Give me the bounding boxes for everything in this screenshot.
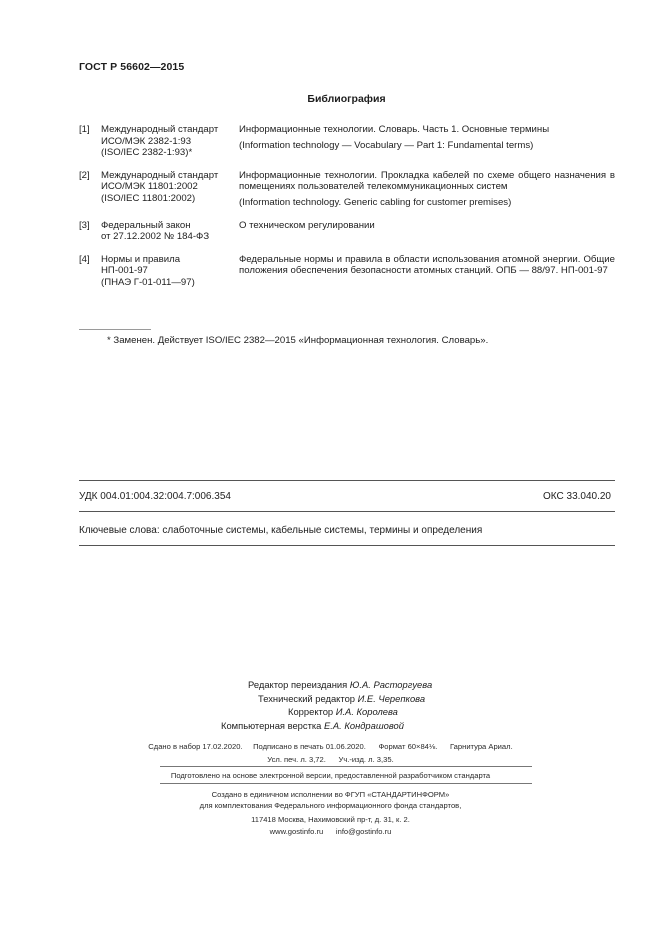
print-divider (160, 766, 532, 767)
credit-line: Редактор переиздания Ю.А. Расторгуева (248, 679, 433, 690)
entry-description: Информационные технологии. Словарь. Часть 1. Основные термины (Information technology — Vocabulary — Part 1: Fundamental terms) (239, 124, 550, 151)
entry-description: Информационные технологии. Прокладка кабелей по схеме общего назначения в помещениях пользователей телекоммуникационных систем (Information technology. Generic cabling for customer premises) (239, 169, 615, 208)
bibliography-entry (79, 124, 615, 159)
bibliography-list (79, 124, 615, 300)
udk-code: УДК 004.01:004.32:004.7:006.354 (79, 491, 231, 502)
prepared-note: Подготовлено на основе электронной версии, предоставленной разработчиком стандарта (170, 771, 491, 780)
bibliography-entry (79, 254, 615, 289)
publisher-contacts: www.gostinfo.ru info@gostinfo.ru (269, 827, 392, 836)
entry-number: [3] (79, 219, 90, 231)
entry-number: [2] (79, 169, 90, 181)
entry-number: [4] (79, 253, 90, 265)
bibliography-entry (79, 170, 615, 209)
entry-source: Международный стандарт ИСО/МЭК 2382-1:93 (ISO/IEC 2382-1:93)* (101, 124, 219, 159)
imprint-credits (0, 678, 661, 732)
entry-source: Международный стандарт ИСО/МЭК 11801:2002 (ISO/IEC 11801:2002) (101, 169, 219, 204)
document-header: ГОСТ Р 56602—2015 (79, 61, 185, 73)
print-sheets: Усл. печ. л. 3,72. Уч.-изд. л. 3,35. (267, 755, 394, 764)
entry-description: О техническом регулировании (239, 219, 375, 231)
credit-line: Технический редактор И.Е. Черепкова (258, 692, 426, 704)
entry-description: Федеральные нормы и правила в области использования атомной энергии. Общие положения обеспечения безопасности атомных станций. ОПБ — 88/97. НП-001-97 (239, 253, 615, 277)
publisher-purpose: для комплектования Федерального информационного фонда стандартов, (199, 801, 462, 810)
entry-number: [1] (79, 124, 90, 135)
publisher-address: 117418 Москва, Нахимовский пр-т, д. 31, к. 2. (251, 815, 410, 824)
entry-source: Нормы и правила НП-001-97 (ПНАЭ Г-01-011—97) (101, 253, 195, 288)
footnote: * Заменен. Действует ISO/IEC 2382—2015 «Информационная технология. Словарь». (107, 335, 489, 346)
credit-line: Корректор И.А. Королева (288, 706, 398, 717)
oks-code: ОКС 33.040.20 (543, 491, 611, 502)
section-title: Библиография (307, 93, 386, 105)
bibliography-entry (79, 220, 615, 243)
print-divider (160, 783, 532, 784)
divider-bottom (79, 545, 615, 546)
print-details: Сдано в набор 17.02.2020. Подписано в печать 01.06.2020. Формат 60×84⅛. Гарнитура Ариал. (148, 742, 513, 751)
classification-row (79, 491, 611, 502)
keywords: Ключевые слова: слаботочные системы, кабельные системы, термины и определения (79, 525, 483, 536)
credit-line: Компьютерная верстка Е.А. Кондрашовой (221, 719, 404, 731)
footnote-divider (79, 329, 151, 330)
entry-source: Федеральный закон от 27.12.2002 № 184-ФЗ (101, 219, 210, 243)
divider-top (79, 480, 615, 481)
divider-middle (79, 511, 615, 512)
publisher-line: Создано в единичном исполнении во ФГУП «СТАНДАРТИНФОРМ» (211, 790, 450, 799)
